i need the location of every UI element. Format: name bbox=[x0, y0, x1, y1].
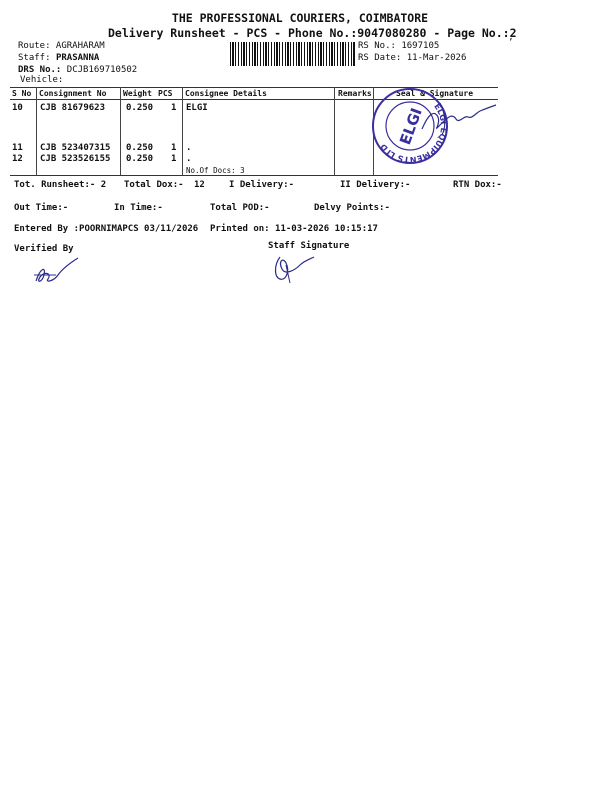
rs-date: RS Date: 11-Mar-2026 bbox=[358, 53, 467, 63]
table-bottom-border bbox=[10, 175, 498, 176]
header-weight: Weight bbox=[123, 89, 152, 98]
runsheet-subtitle: Delivery Runsheet - PCS - Phone No.:9047080280 - Page No.:2 bbox=[108, 26, 517, 40]
vehicle-label: Vehicle: bbox=[20, 75, 64, 85]
row-sno: 12 bbox=[12, 154, 23, 164]
col-divider bbox=[120, 87, 121, 175]
row-consignee: ELGI bbox=[186, 103, 208, 113]
barcode bbox=[230, 42, 356, 66]
row-sno: 10 bbox=[12, 103, 23, 113]
col-divider bbox=[334, 87, 335, 175]
staff-signature bbox=[268, 251, 318, 285]
total-dox-label: Total Dox:- bbox=[124, 180, 184, 190]
seal-ring-text: ELGI EQUIPMENTS LTD bbox=[378, 101, 449, 165]
total-runsheet: Tot. Runsheet:- 2 bbox=[14, 180, 107, 190]
row-pcs: 1 bbox=[171, 103, 177, 113]
seal-inner-text: ELGI bbox=[396, 105, 426, 148]
out-time: Out Time:- bbox=[14, 203, 69, 213]
staff-value: PRASANNA bbox=[55, 53, 100, 63]
printed-on: Printed on: 11-03-2026 10:15:17 bbox=[210, 224, 378, 234]
row-consignee: . bbox=[186, 143, 192, 153]
header-consignee: Consignee Details bbox=[185, 89, 267, 98]
delvy-points: Delvy Points:- bbox=[314, 203, 390, 213]
col-divider bbox=[36, 87, 37, 175]
rs-number: RS No.: 1697105 bbox=[358, 41, 440, 51]
in-time: In Time:- bbox=[114, 203, 163, 213]
row-consignment: CJB 523526155 bbox=[40, 154, 111, 164]
row-sno: 11 bbox=[12, 143, 23, 153]
tick-mark: ’ bbox=[508, 38, 514, 48]
header-pcs: PCS bbox=[158, 89, 173, 98]
row-consignment: CJB 81679623 bbox=[40, 103, 106, 113]
route-label: Route: AGRAHARAM bbox=[18, 41, 105, 51]
receiver-signature bbox=[418, 95, 498, 140]
company-title: THE PROFESSIONAL COURIERS, COIMBATORE bbox=[171, 11, 429, 25]
total-pod: Total POD:- bbox=[210, 203, 270, 213]
row-weight: 0.250 bbox=[126, 143, 154, 153]
drs-label: DRS No.: DCJB169710502 bbox=[18, 65, 138, 75]
drs-value: DCJB169710502 bbox=[66, 65, 138, 75]
rtn-dox: RTN Dox:- bbox=[453, 180, 502, 190]
staff-signature-label: Staff Signature bbox=[268, 241, 350, 251]
row-weight: 0.250 bbox=[126, 103, 154, 113]
verified-by-label: Verified By bbox=[14, 244, 74, 254]
row-pcs: 1 bbox=[171, 143, 177, 153]
header-remarks: Remarks bbox=[338, 89, 372, 98]
header-consignment: Consignment No bbox=[39, 89, 107, 98]
row-consignee: . bbox=[186, 154, 192, 164]
row-weight: 0.250 bbox=[126, 154, 154, 164]
staff-label: Staff: PRASANNA bbox=[18, 53, 100, 63]
header-sno: S No bbox=[12, 89, 32, 98]
i-delivery: I Delivery:- bbox=[229, 180, 295, 190]
total-dox-value: 12 bbox=[194, 180, 205, 190]
ii-delivery: II Delivery:- bbox=[340, 180, 411, 190]
row-pcs: 1 bbox=[171, 154, 177, 164]
col-divider bbox=[182, 87, 183, 175]
entered-by: Entered By :POORNIMAPCS 03/11/2026 bbox=[14, 224, 199, 234]
header-seal-signature: Seal & Signature bbox=[396, 89, 474, 98]
row-consignment: CJB 523407315 bbox=[40, 143, 111, 153]
no-of-docs: No.Of Docs: 3 bbox=[186, 166, 245, 175]
verified-by-signature bbox=[30, 255, 82, 287]
